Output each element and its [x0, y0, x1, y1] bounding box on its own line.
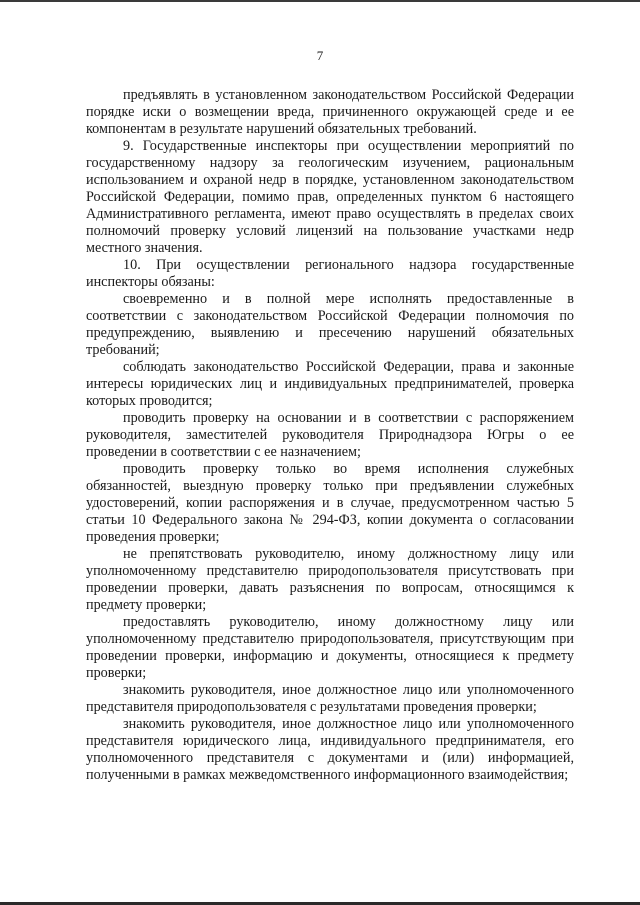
- obligation-not-obstruct: не препятствовать руководителю, иному должностному лицу или уполномоченному представителю природопользователя присутствовать при проведении проверки, давать разъяснения по вопросам, относящимся к предмету проверки;: [86, 546, 574, 613]
- document-body: [86, 87, 574, 784]
- obligation-observe-law: соблюдать законодательство Российской Федерации, права и законные интересы юридических лиц и индивидуальных предпринимателей, проверка которых проводится;: [86, 359, 574, 409]
- obligation-inspect-by-order: проводить проверку на основании и в соответствии с распоряжением руководителя, заместителей руководителя Природнадзора Югры о ее проведении в соответствии с ее назначением;: [86, 410, 574, 460]
- obligation-inspect-during-duties: проводить проверку только во время исполнения служебных обязанностей, выездную проверку только при предъявлении служебных удостоверений, копии распоряжения и в случае, предусмотренном частью 5 статьи 10 Федерального закона № 294-ФЗ, копии документа о согласовании проведения проверки;: [86, 461, 574, 545]
- scan-border-top: [0, 0, 640, 2]
- page-number: 7: [316, 48, 324, 63]
- paragraph-9-subsoil-rights: 9. Государственные инспекторы при осуществлении мероприятий по государственному надзору за геологическим изучением, рациональным использованием и охраной недр в порядке, установленном законодательством Российской Федерации, помимо прав, определенных пунктом 6 настоящего Административного регламента, имеют право осуществлять в пределах своих полномочий проверку условий лицензий на пользование участками недр местного значения.: [86, 138, 574, 256]
- paragraph-10-obligations-intro: 10. При осуществлении регионального надзора государственные инспекторы обязаны:: [86, 257, 574, 290]
- obligation-share-results: знакомить руководителя, иное должностное лицо или уполномоченного представителя природопользователя с результатами проведения проверки;: [86, 682, 574, 715]
- obligation-exercise-powers: своевременно и в полной мере исполнять предоставленные в соответствии с законодательством Российской Федерации полномочия по предупреждению, выявлению и пресечению нарушений обязательных требований;: [86, 291, 574, 358]
- obligation-provide-information: предоставлять руководителю, иному должностному лицу или уполномоченному представителю природопользователя, присутствующим при проведении проверки, информацию и документы, относящиеся к предмету проверки;: [86, 614, 574, 681]
- obligation-share-interagency-info: знакомить руководителя, иное должностное лицо или уполномоченного представителя юридического лица, индивидуального предпринимателя, его уполномоченного представителя с документами и (или) информацией, полученными в рамках межведомственного информационного взаимодействия;: [86, 716, 574, 783]
- paragraph-claims: предъявлять в установленном законодательством Российской Федерации порядке иски о возмещении вреда, причиненного окружающей среде и ее компонентам в результате нарушений обязательных требований.: [86, 87, 574, 137]
